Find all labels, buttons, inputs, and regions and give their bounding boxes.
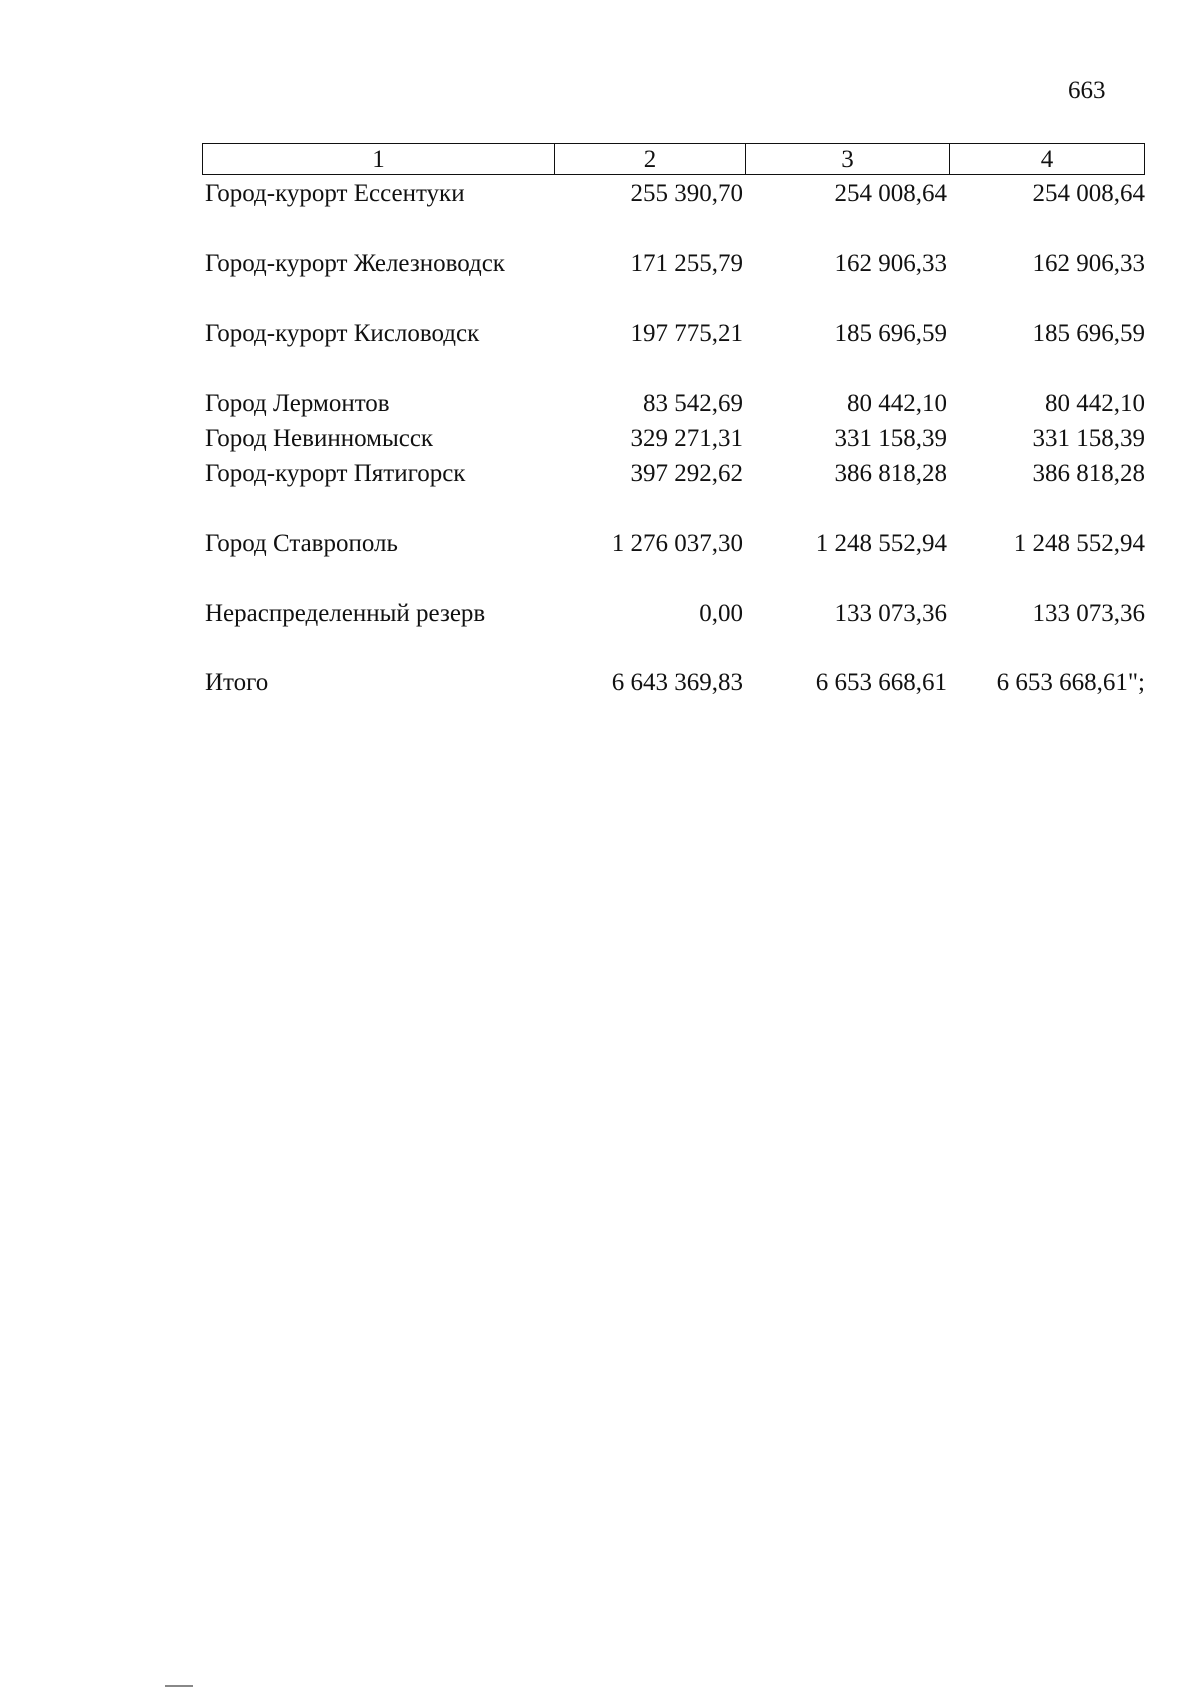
row-name: Город-курорт Ессентуки [205, 180, 465, 207]
table-header-cell: 3 [745, 144, 949, 174]
row-value-col2: 329 271,31 [630, 425, 743, 452]
row-name: Нераспределенный резерв [205, 600, 486, 627]
row-value-col2: 83 542,69 [643, 390, 743, 417]
row-name: Город-курорт Железноводск [205, 250, 505, 277]
table-row [202, 176, 1145, 246]
row-value-col4: 185 696,59 [1032, 320, 1145, 347]
row-value-col2: 0,00 [699, 600, 743, 627]
row-value-col4: 254 008,64 [1032, 180, 1145, 207]
row-value-col4: 133 073,36 [1032, 600, 1145, 627]
row-value-col4: 80 442,10 [1045, 390, 1145, 417]
row-value-col4: 386 818,28 [1032, 460, 1145, 487]
row-name: Город-курорт Пятигорск [205, 460, 466, 487]
row-value-col3: 254 008,64 [834, 180, 947, 207]
row-value-col2: 397 292,62 [630, 460, 743, 487]
row-value-col2: 171 255,79 [630, 250, 743, 277]
row-name: Город Невинномысск [205, 425, 434, 452]
row-value-col2: 6 643 369,83 [611, 669, 743, 696]
footer-mark [165, 1685, 193, 1687]
row-value-col3: 80 442,10 [847, 390, 947, 417]
row-value-col3: 6 653 668,61 [815, 669, 947, 696]
row-value-col3: 185 696,59 [834, 320, 947, 347]
table-row [202, 246, 1145, 316]
row-value-col3: 331 158,39 [834, 425, 947, 452]
table-header-row [202, 143, 1145, 175]
row-value-col4: 1 248 552,94 [1013, 530, 1145, 557]
table-row [202, 386, 1145, 421]
row-name: Город Лермонтов [205, 390, 390, 417]
row-value-col4: 331 158,39 [1032, 425, 1145, 452]
row-value-col2: 1 276 037,30 [611, 530, 743, 557]
row-value-col3: 386 818,28 [834, 460, 947, 487]
table-row [202, 526, 1145, 561]
row-name: Город-курорт Кисловодск [205, 320, 480, 347]
table-row [202, 316, 1145, 386]
table-row-total [202, 665, 1145, 700]
table-header-cell: 1 [372, 146, 385, 173]
row-value-col4: 162 906,33 [1032, 250, 1145, 277]
row-name: Город Ставрополь [205, 530, 398, 557]
row-value-col4: 6 653 668,61"; [996, 669, 1145, 696]
table-row [202, 421, 1145, 456]
row-name: Итого [205, 669, 269, 696]
table-row [202, 596, 1145, 631]
row-value-col3: 1 248 552,94 [815, 530, 947, 557]
row-value-col2: 255 390,70 [630, 180, 743, 207]
row-value-col3: 162 906,33 [834, 250, 947, 277]
row-value-col3: 133 073,36 [834, 600, 947, 627]
table-header-cell: 2 [554, 144, 745, 174]
page-number: 663 [1068, 77, 1106, 104]
table-row [202, 456, 1145, 526]
table-header-cell: 4 [949, 144, 1144, 174]
row-value-col2: 197 775,21 [630, 320, 743, 347]
